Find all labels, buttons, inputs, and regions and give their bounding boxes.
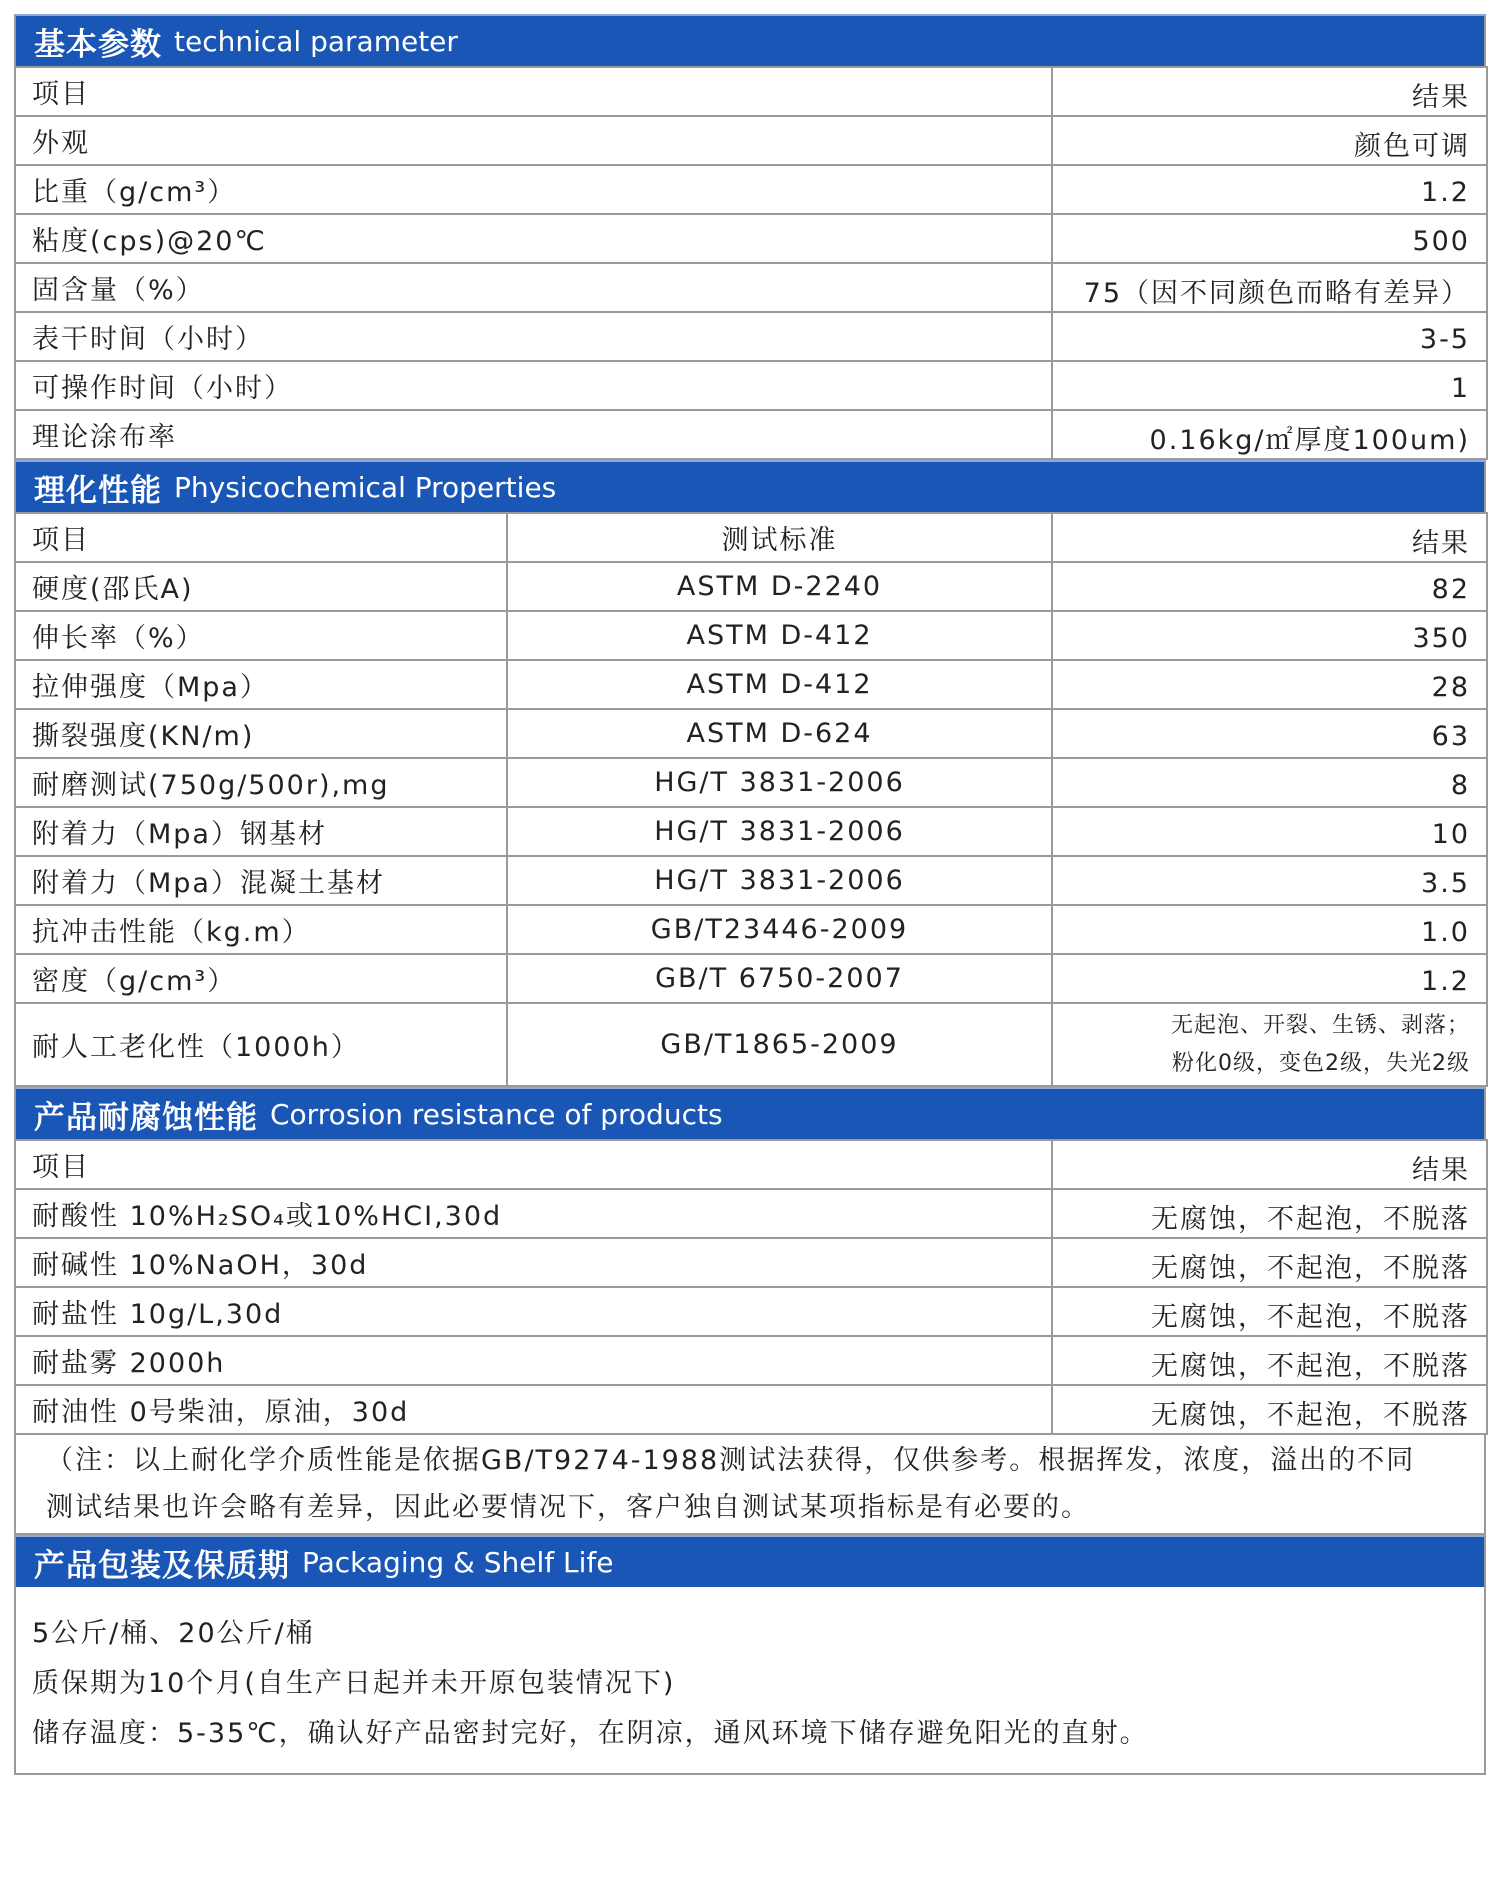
table-row <box>15 410 1487 459</box>
cell-result: 无腐蚀，不起泡，不脱落 <box>1052 1189 1487 1238</box>
table-row <box>15 660 1487 709</box>
cell-item: 耐酸性 10%H₂SO₄或10%HCI,30d <box>15 1189 1052 1238</box>
table-header-row <box>15 1140 1487 1189</box>
header-item: 项目 <box>15 67 1052 116</box>
table-row <box>15 562 1487 611</box>
cell-standard: ASTM D-412 <box>507 660 1052 709</box>
cell-result: 82 <box>1052 562 1487 611</box>
cell-item: 拉伸强度（Mpa） <box>15 660 507 709</box>
cell-item: 附着力（Mpa）混凝土基材 <box>15 856 507 905</box>
cell-result: 颜色可调 <box>1052 116 1487 165</box>
table-row <box>15 361 1487 410</box>
section-header-packaging <box>14 1535 1486 1587</box>
cell-standard: GB/T1865-2009 <box>507 1003 1052 1086</box>
cell-result: 1.2 <box>1052 165 1487 214</box>
cell-result: 无腐蚀，不起泡，不脱落 <box>1052 1385 1487 1434</box>
cell-standard: HG/T 3831-2006 <box>507 758 1052 807</box>
table-row <box>15 1189 1487 1238</box>
section-title-cn: 产品耐腐蚀性能 <box>34 1099 258 1136</box>
corrosion-note <box>14 1435 1486 1535</box>
section-header-basic <box>14 14 1486 66</box>
cell-result: 63 <box>1052 709 1487 758</box>
cell-item: 密度（g/cm³） <box>15 954 507 1003</box>
table-row <box>15 116 1487 165</box>
cell-item: 耐人工老化性（1000h） <box>15 1003 507 1086</box>
table-header-row <box>15 67 1487 116</box>
cell-item: 耐盐雾 2000h <box>15 1336 1052 1385</box>
cell-result: 3-5 <box>1052 312 1487 361</box>
packaging-line: 5公斤/桶、20公斤/桶 <box>32 1618 315 1649</box>
table-row <box>15 856 1487 905</box>
table-row <box>15 165 1487 214</box>
cell-item: 耐磨测试(750g/500r),mg <box>15 758 507 807</box>
section-title-en: Corrosion resistance of products <box>270 1097 723 1131</box>
corrosion-table <box>14 1139 1488 1435</box>
cell-standard: ASTM D-2240 <box>507 562 1052 611</box>
cell-result: 28 <box>1052 660 1487 709</box>
section-title-en: technical parameter <box>174 24 458 58</box>
cell-item: 撕裂强度(KN/m) <box>15 709 507 758</box>
spec-sheet <box>14 14 1486 1775</box>
table-row <box>15 1287 1487 1336</box>
cell-result: 无腐蚀，不起泡，不脱落 <box>1052 1336 1487 1385</box>
header-result: 结果 <box>1052 67 1487 116</box>
packaging-line: 质保期为10个月(自生产日起并未开原包装情况下) <box>32 1668 676 1699</box>
cell-result-aging <box>1052 1003 1487 1086</box>
cell-item: 硬度(邵氏A) <box>15 562 507 611</box>
table-row <box>15 1238 1487 1287</box>
table-row <box>15 312 1487 361</box>
cell-item: 固含量（%） <box>15 263 1052 312</box>
cell-standard: ASTM D-412 <box>507 611 1052 660</box>
section-title-en: Physicochemical Properties <box>174 470 557 504</box>
table-row <box>15 905 1487 954</box>
cell-standard: HG/T 3831-2006 <box>507 807 1052 856</box>
packaging-body <box>14 1587 1486 1775</box>
cell-item: 耐盐性 10g/L,30d <box>15 1287 1052 1336</box>
cell-result: 0.16kg/㎡厚度100um) <box>1052 410 1487 459</box>
cell-item: 表干时间（小时） <box>15 312 1052 361</box>
section-title-cn: 产品包装及保质期 <box>34 1547 290 1584</box>
table-row <box>15 709 1487 758</box>
packaging-line: 储存温度：5-35℃，确认好产品密封完好，在阴凉，通风环境下储存避免阳光的直射。 <box>32 1718 1149 1749</box>
basic-table <box>14 66 1488 460</box>
cell-standard: GB/T23446-2009 <box>507 905 1052 954</box>
physico-table <box>14 512 1488 1087</box>
section-title-en: Packaging & Shelf Life <box>302 1545 614 1579</box>
cell-result: 无腐蚀，不起泡，不脱落 <box>1052 1287 1487 1336</box>
table-row <box>15 611 1487 660</box>
note-line: （注：以上耐化学介质性能是依据GB/T9274-1988测试法获得，仅供参考。根据挥发，浓度，溢出的不同 <box>46 1445 1416 1476</box>
aging-result-line1: 无起泡、开裂、生锈、剥落； <box>1170 1012 1470 1038</box>
cell-result: 1 <box>1052 361 1487 410</box>
header-item: 项目 <box>15 513 507 562</box>
section-title-cn: 理化性能 <box>34 472 162 509</box>
table-row <box>15 214 1487 263</box>
cell-item: 附着力（Mpa）钢基材 <box>15 807 507 856</box>
header-result: 结果 <box>1052 1140 1487 1189</box>
section-header-corrosion <box>14 1087 1486 1139</box>
header-result: 结果 <box>1052 513 1487 562</box>
note-line: 测试结果也许会略有差异，因此必要情况下，客户独自测试某项指标是有必要的。 <box>46 1492 1090 1523</box>
cell-standard: HG/T 3831-2006 <box>507 856 1052 905</box>
cell-item: 抗冲击性能（kg.m） <box>15 905 507 954</box>
cell-result: 500 <box>1052 214 1487 263</box>
cell-item: 比重（g/cm³） <box>15 165 1052 214</box>
aging-result-line2: 粉化0级，变色2级，失光2级 <box>1172 1050 1470 1076</box>
section-title-cn: 基本参数 <box>34 26 162 63</box>
table-header-row <box>15 513 1487 562</box>
header-standard: 测试标准 <box>507 513 1052 562</box>
cell-item: 粘度(cps)@20℃ <box>15 214 1052 263</box>
table-row <box>15 1336 1487 1385</box>
cell-item: 可操作时间（小时） <box>15 361 1052 410</box>
cell-result: 1.2 <box>1052 954 1487 1003</box>
cell-result: 350 <box>1052 611 1487 660</box>
cell-result: 无腐蚀，不起泡，不脱落 <box>1052 1238 1487 1287</box>
table-row <box>15 758 1487 807</box>
cell-item: 伸长率（%） <box>15 611 507 660</box>
table-row-aging <box>15 1003 1487 1086</box>
cell-item: 理论涂布率 <box>15 410 1052 459</box>
header-item: 项目 <box>15 1140 1052 1189</box>
cell-result: 8 <box>1052 758 1487 807</box>
cell-item: 耐油性 0号柴油，原油，30d <box>15 1385 1052 1434</box>
cell-standard: GB/T 6750-2007 <box>507 954 1052 1003</box>
cell-result: 3.5 <box>1052 856 1487 905</box>
cell-result: 75（因不同颜色而略有差异） <box>1052 263 1487 312</box>
cell-result: 10 <box>1052 807 1487 856</box>
table-row <box>15 263 1487 312</box>
table-row <box>15 954 1487 1003</box>
cell-standard: ASTM D-624 <box>507 709 1052 758</box>
cell-item: 耐碱性 10%NaOH，30d <box>15 1238 1052 1287</box>
table-row <box>15 1385 1487 1434</box>
cell-item: 外观 <box>15 116 1052 165</box>
table-row <box>15 807 1487 856</box>
section-header-physico <box>14 460 1486 512</box>
cell-result: 1.0 <box>1052 905 1487 954</box>
